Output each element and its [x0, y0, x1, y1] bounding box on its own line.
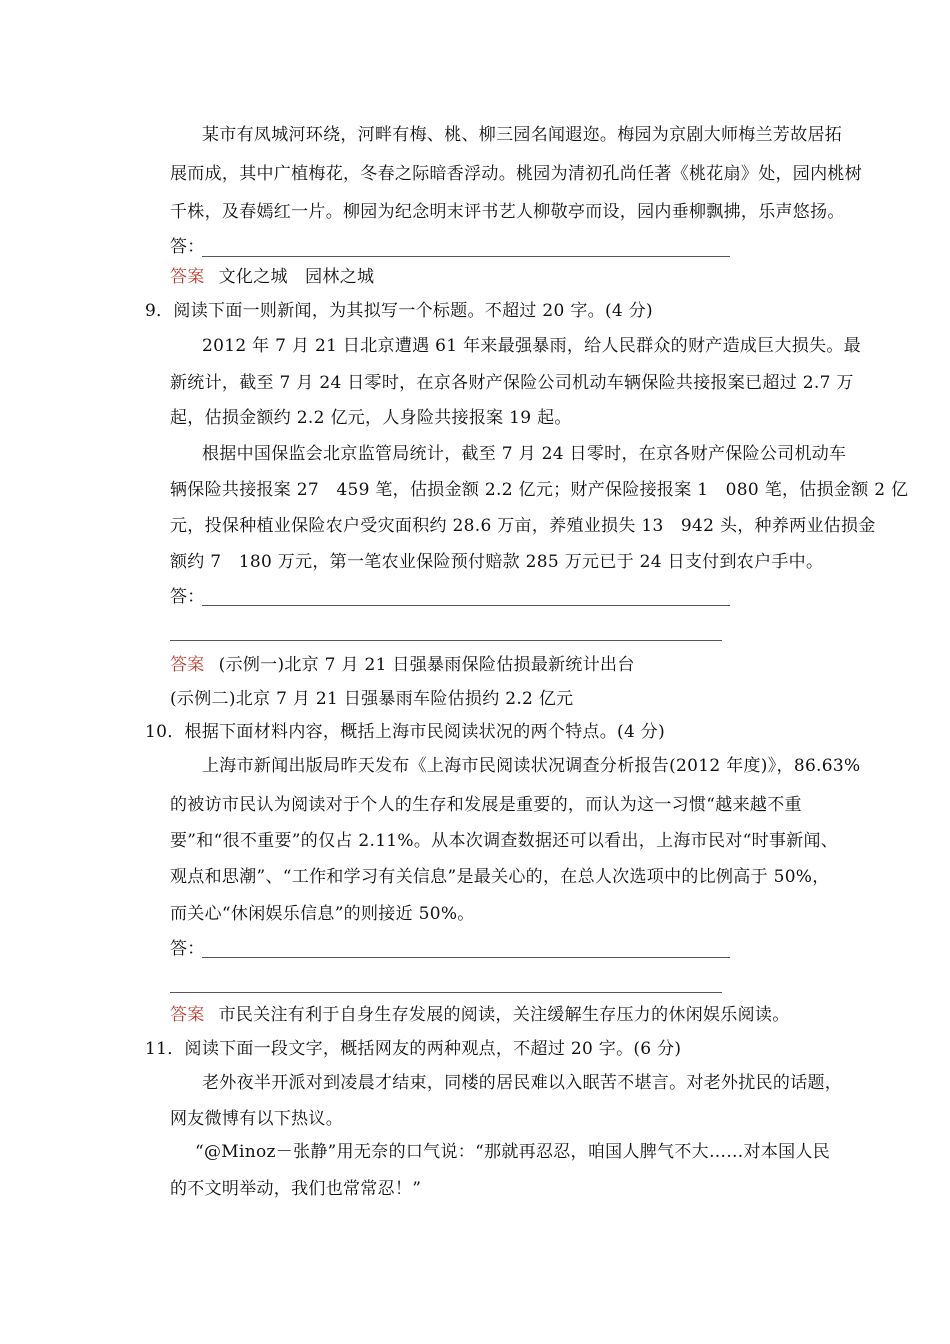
q9-answer-text-2: (示例二)北京 7 月 21 日强暴雨车险估损约 2.2 亿元	[170, 689, 574, 709]
answer-block	[170, 266, 374, 288]
q10-answer-text: 市民关注有利于自身生存发展的阅读，关注缓解生存压力的休闲娱乐阅读。	[218, 1005, 790, 1025]
answer-blank-line[interactable]	[202, 256, 730, 257]
q9-answer-prompt: 答：	[170, 587, 205, 607]
q10-line-4: 观点和思潮”、“工作和学习有关信息”是最关心的，在总人次选项中的比例高于 50%，	[170, 867, 830, 887]
q9-answer-text-1: (示例一)北京 7 月 21 日强暴雨保险估损最新统计出台	[218, 655, 635, 675]
q9-line-4: 根据中国保监会北京监管局统计，截至 7 月 24 日零时，在京各财产保险公司机动车	[202, 444, 847, 464]
q10-line-3: 要”和“很不重要”的仅占 2.11%。从本次调查数据还可以看出，上海市民对“时事新闻、	[170, 831, 839, 851]
q11-line-1: 老外夜半开派对到凌晨才结束，同楼的居民难以入眠苦不堪言。对老外扰民的话题，	[202, 1073, 843, 1093]
q10-answer-prompt: 答：	[170, 939, 205, 959]
question-11: 11．阅读下面一段文字，概括网友的两种观点，不超过 20 字。(6 分)	[145, 1039, 682, 1059]
q10-answer-blank-line-1[interactable]	[202, 957, 730, 958]
q9-answer-label: 答案	[170, 655, 205, 675]
q9-line-2: 新统计，截至 7 月 24 日零时，在京各财产保险公司机动车辆保险共接报案已超过 2.7 万	[170, 373, 854, 393]
q9-answer-block	[170, 654, 635, 676]
q11-line-2: 网友微博有以下热议。	[170, 1109, 343, 1129]
q9-answer-blank-line-2[interactable]	[170, 640, 722, 641]
answer-label: 答案	[170, 267, 205, 287]
q9-line-5: 辆保险共接报案 27 459 笔，估损金额 2.2 亿元；财产保险接报案 1 080 笔，估损金额 2 亿	[170, 480, 909, 500]
q11-line-3: “@Minoz－张静”用无奈的口气说：“那就再忍忍，咱国人脾气不大……对本国人民	[195, 1142, 831, 1162]
q10-answer-label: 答案	[170, 1005, 205, 1025]
q10-line-1: 上海市新闻出版局昨天发布《上海市民阅读状况调查分析报告(2012 年度)》，86.63%	[202, 756, 861, 776]
q9-line-6: 元，投保种植业保险农户受灾面积约 28.6 万亩，养殖业损失 13 942 头，种养两业估损金	[170, 516, 876, 536]
passage8-line-2: 展而成，其中广植梅花，冬春之际暗香浮动。桃园为清初孔尚任著《桃花扇》处，园内桃树	[170, 164, 862, 184]
q10-line-2: 的被访市民认为阅读对于个人的生存和发展是重要的，而认为这一习惯“越来越不重	[170, 795, 802, 815]
passage8-line-3: 千株，及春嫣红一片。柳园为纪念明末评书艺人柳敬亭而设，园内垂柳飘拂，乐声悠扬。	[170, 202, 845, 222]
q10-answer-blank-line-2[interactable]	[170, 992, 722, 993]
q10-answer-block	[170, 1004, 790, 1026]
answer-prompt: 答：	[170, 237, 205, 257]
q9-answer-blank-line-1[interactable]	[202, 605, 730, 606]
q11-line-4: 的不文明举动，我们也常常忍！”	[170, 1179, 422, 1199]
q9-line-7: 额约 7 180 万元，第一笔农业保险预付赔款 285 万元已于 24 日支付到农户手中。	[170, 552, 824, 572]
q10-line-5: 而关心“休闲娱乐信息”的则接近 50%。	[170, 904, 475, 924]
answer-text: 文化之城 园林之城	[218, 267, 375, 287]
q9-line-3: 起，估损金额约 2.2 亿元，人身险共接报案 19 起。	[170, 408, 572, 428]
question-9: 9．阅读下面一则新闻，为其拟写一个标题。不超过 20 字。(4 分)	[145, 301, 653, 321]
q9-line-1: 2012 年 7 月 21 日北京遭遇 61 年来最强暴雨，给人民群众的财产造成巨大损失。最	[202, 336, 861, 356]
passage8-line-1: 某市有凤城河环绕，河畔有梅、桃、柳三园名闻遐迩。梅园为京剧大师梅兰芳故居拓	[202, 125, 843, 145]
question-10: 10．根据下面材料内容，概括上海市民阅读状况的两个特点。(4 分)	[145, 722, 666, 742]
